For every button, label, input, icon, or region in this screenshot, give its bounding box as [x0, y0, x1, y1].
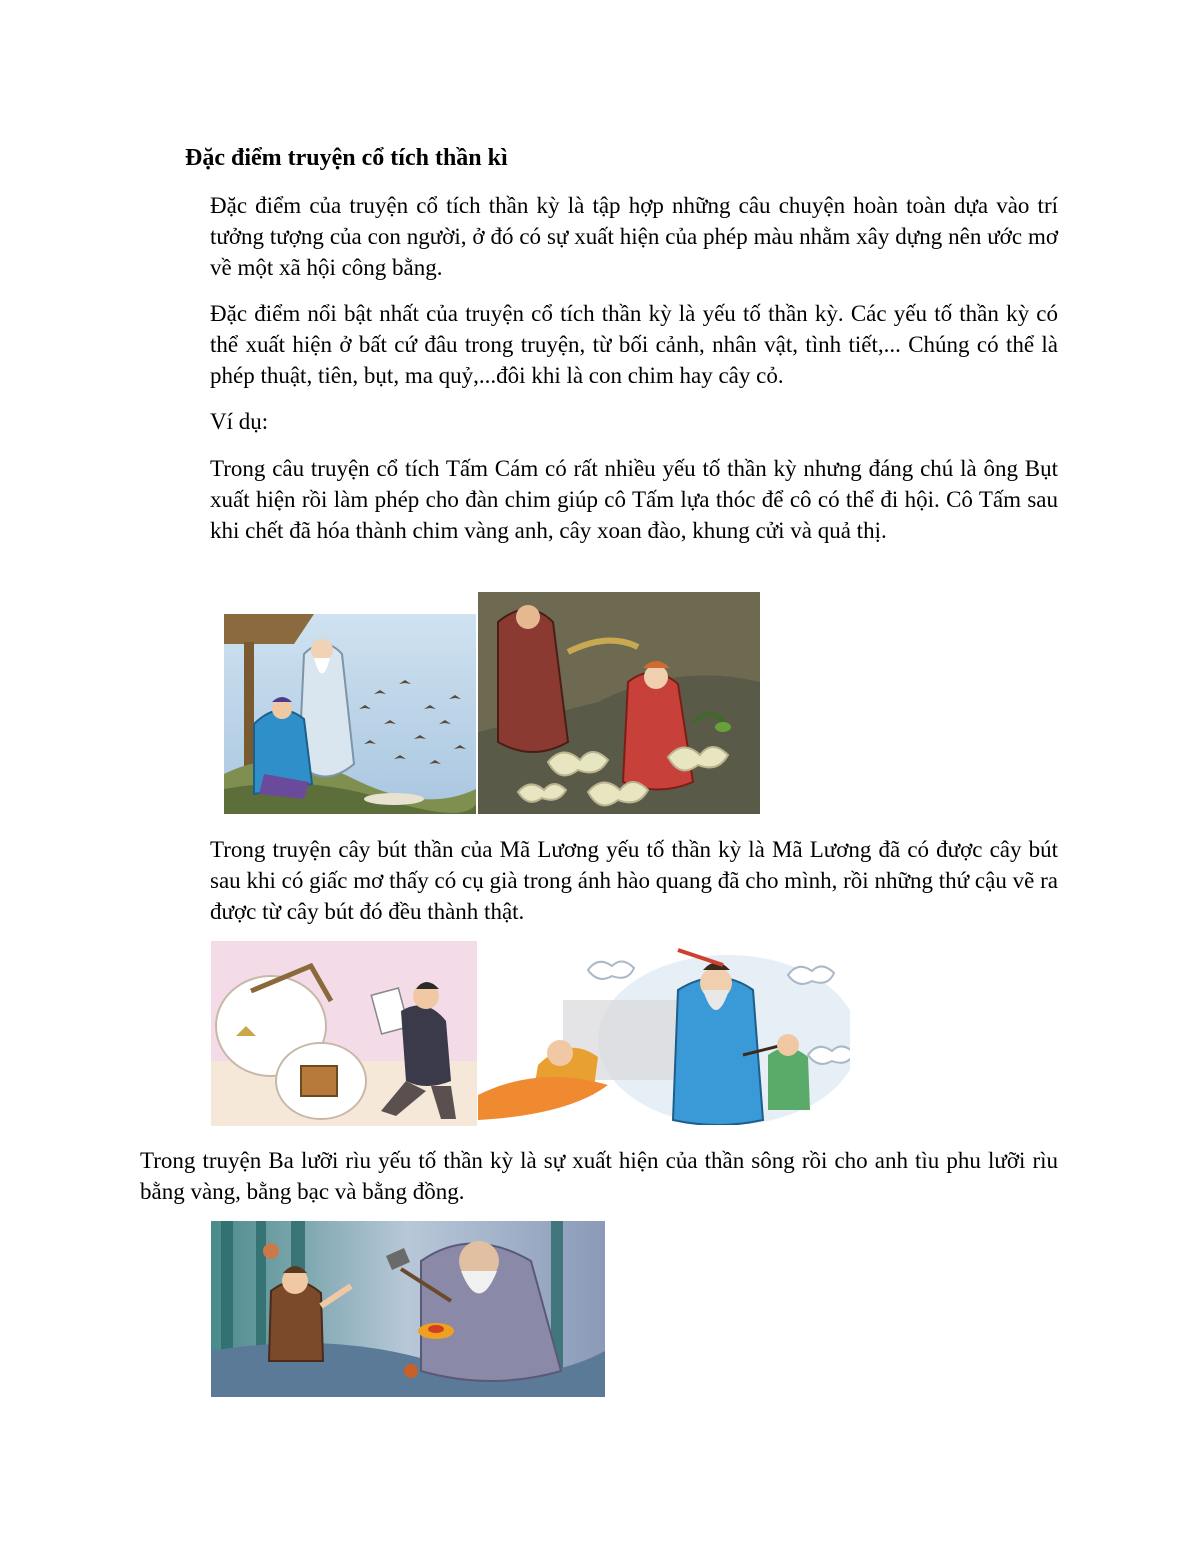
illustration-river-god-axes	[211, 1221, 605, 1397]
page-heading: Đặc điểm truyện cổ tích thần kì	[185, 145, 508, 171]
illustration-ma-luong-drawing	[211, 941, 477, 1126]
paragraph-ma-luong: Trong truyện cây bút thần của Mã Lương yếu tố thần kỳ là Mã Lương đã có được cây bút sau khi có giấc mơ thấy có cụ già trong ánh hào quang đã cho mình, rồi những thứ cậu vẽ ra được từ cây bút đó đều thành thật.	[210, 837, 1058, 924]
illustration-tam-clouds	[478, 592, 760, 814]
illustration-but-birds	[224, 614, 476, 814]
paragraph-example-label: Ví dụ:	[210, 409, 269, 434]
paragraph-ba-luoi-riu: Trong truyện Ba lưỡi rìu yếu tố thần kỳ là sự xuất hiện của thần sông rồi cho anh tìu phu lưỡi rìu bằng vàng, bằng bạc và bằng đồng.	[140, 1148, 1058, 1204]
illustration-dream-old-man	[478, 945, 850, 1125]
paragraph-key-feature: Đặc điểm nổi bật nhất của truyện cổ tích thần kỳ là yếu tố thần kỳ. Các yếu tố thần kỳ có thể xuất hiện ở bất cứ đâu trong truyện, từ bối cảnh, nhân vật, tình tiết,... Chúng có thể là phép thuật, tiên, bụt, ma quỷ,...đôi khi là con chim hay cây cỏ.	[210, 301, 1058, 388]
paragraph-tam-cam: Trong câu truyện cổ tích Tấm Cám có rất nhiều yếu tố thần kỳ nhưng đáng chú là ông Bụt xuất hiện rồi làm phép cho đàn chim giúp cô Tấm lựa thóc để cô có thể đi hội. Cô Tấm sau khi chết đã hóa thành chim vàng anh, cây xoan đào, khung cửi và quả thị.	[210, 456, 1058, 543]
paragraph-definition: Đặc điểm của truyện cổ tích thần kỳ là tập hợp những câu chuyện hoàn toàn dựa vào trí tưởng tượng của con người, ở đó có sự xuất hiện của phép màu nhằm xây dựng nên ước mơ về một xã hội công bằng.	[210, 193, 1058, 280]
